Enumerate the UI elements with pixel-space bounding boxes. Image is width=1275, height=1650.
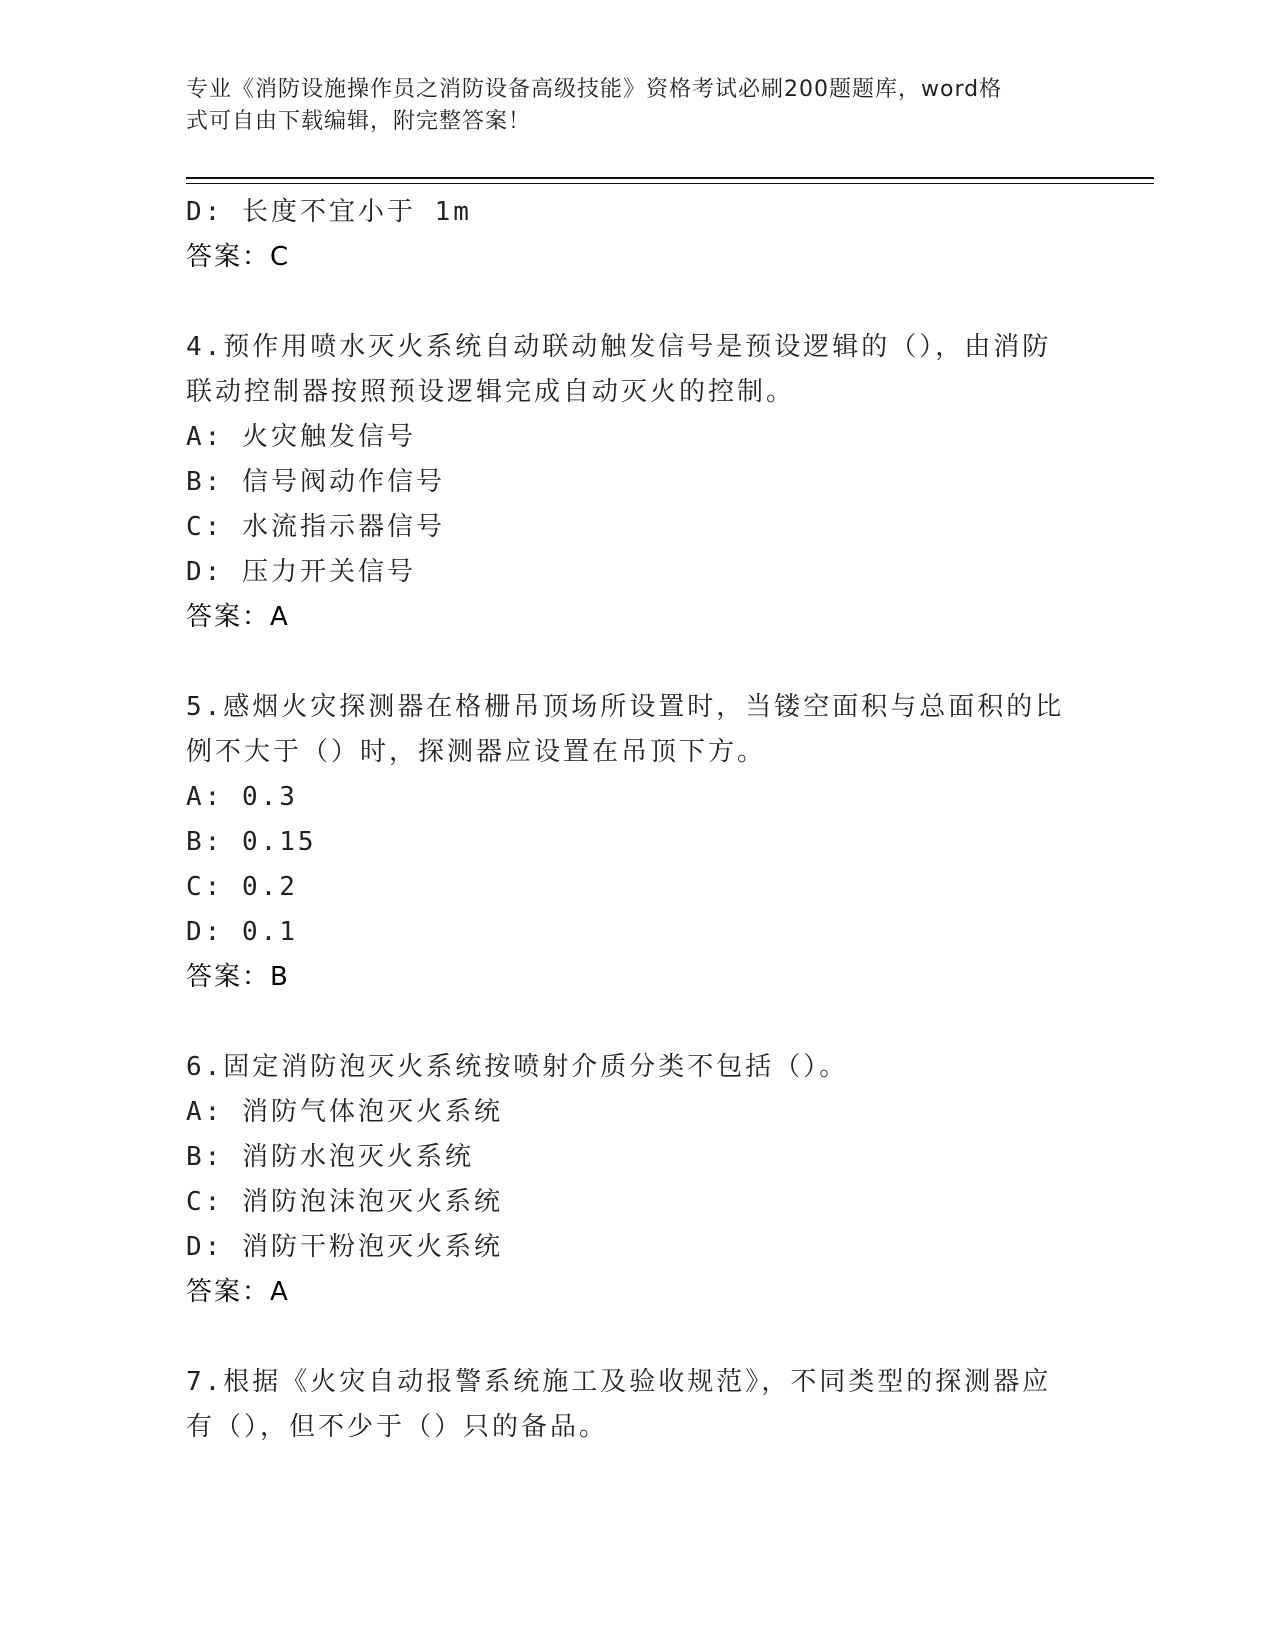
answer-label: 答案：B <box>186 962 290 992</box>
option-d: D: 0.1 <box>186 917 298 947</box>
option-c: C: 消防泡沫泡灭火系统 <box>186 1187 503 1217</box>
option-b: B: 消防水泡灭火系统 <box>186 1142 474 1172</box>
option-b: B: 信号阀动作信号 <box>186 467 445 497</box>
answer-label: 答案：A <box>186 602 290 632</box>
option-b: B: 0.15 <box>186 827 317 857</box>
answer-label: 答案：C <box>186 242 291 272</box>
partial-question-3 <box>186 190 1086 280</box>
question-7 <box>186 1360 1086 1450</box>
spacer <box>186 280 1086 325</box>
option-d: D: 长度不宜小于 1m <box>186 197 472 227</box>
question-5 <box>186 685 1086 1000</box>
option-d: D: 消防干粉泡灭火系统 <box>186 1232 503 1262</box>
spacer <box>186 640 1086 685</box>
document-header <box>186 74 1086 138</box>
spacer <box>186 1315 1086 1360</box>
question-text-line: 5.感烟火灾探测器在格栅吊顶场所设置时，当镂空面积与总面积的比 <box>186 692 1065 722</box>
header-rule-thick <box>186 177 1154 179</box>
option-a: A: 0.3 <box>186 782 298 812</box>
question-text-line: 联动控制器按照预设逻辑完成自动灭火的控制。 <box>186 377 796 407</box>
answer-label: 答案：A <box>186 1277 290 1307</box>
option-a: A: 火灾触发信号 <box>186 422 416 452</box>
header-rule-thin <box>186 183 1154 184</box>
question-text-line: 6.固定消防泡灭火系统按喷射介质分类不包括（）。 <box>186 1052 849 1082</box>
question-content <box>186 190 1086 1450</box>
spacer <box>186 1000 1086 1045</box>
question-6 <box>186 1045 1086 1315</box>
question-text-line: 例不大于（）时，探测器应设置在吊顶下方。 <box>186 737 767 767</box>
option-a: A: 消防气体泡灭火系统 <box>186 1097 503 1127</box>
option-d: D: 压力开关信号 <box>186 557 416 587</box>
question-text-line: 有（），但不少于（）只的备品。 <box>186 1412 609 1442</box>
question-4 <box>186 325 1086 640</box>
header-line-2: 式可自由下载编辑，附完整答案！ <box>186 109 532 134</box>
question-text-line: 7.根据《火灾自动报警系统施工及验收规范》，不同类型的探测器应 <box>186 1367 1052 1397</box>
header-line-1: 专业《消防设施操作员之消防设备高级技能》资格考试必刷200题题库，word格 <box>186 77 1003 102</box>
option-c: C: 水流指示器信号 <box>186 512 445 542</box>
option-c: C: 0.2 <box>186 872 298 902</box>
question-text-line: 4.预作用喷水灭火系统自动联动触发信号是预设逻辑的（），由消防 <box>186 332 1052 362</box>
